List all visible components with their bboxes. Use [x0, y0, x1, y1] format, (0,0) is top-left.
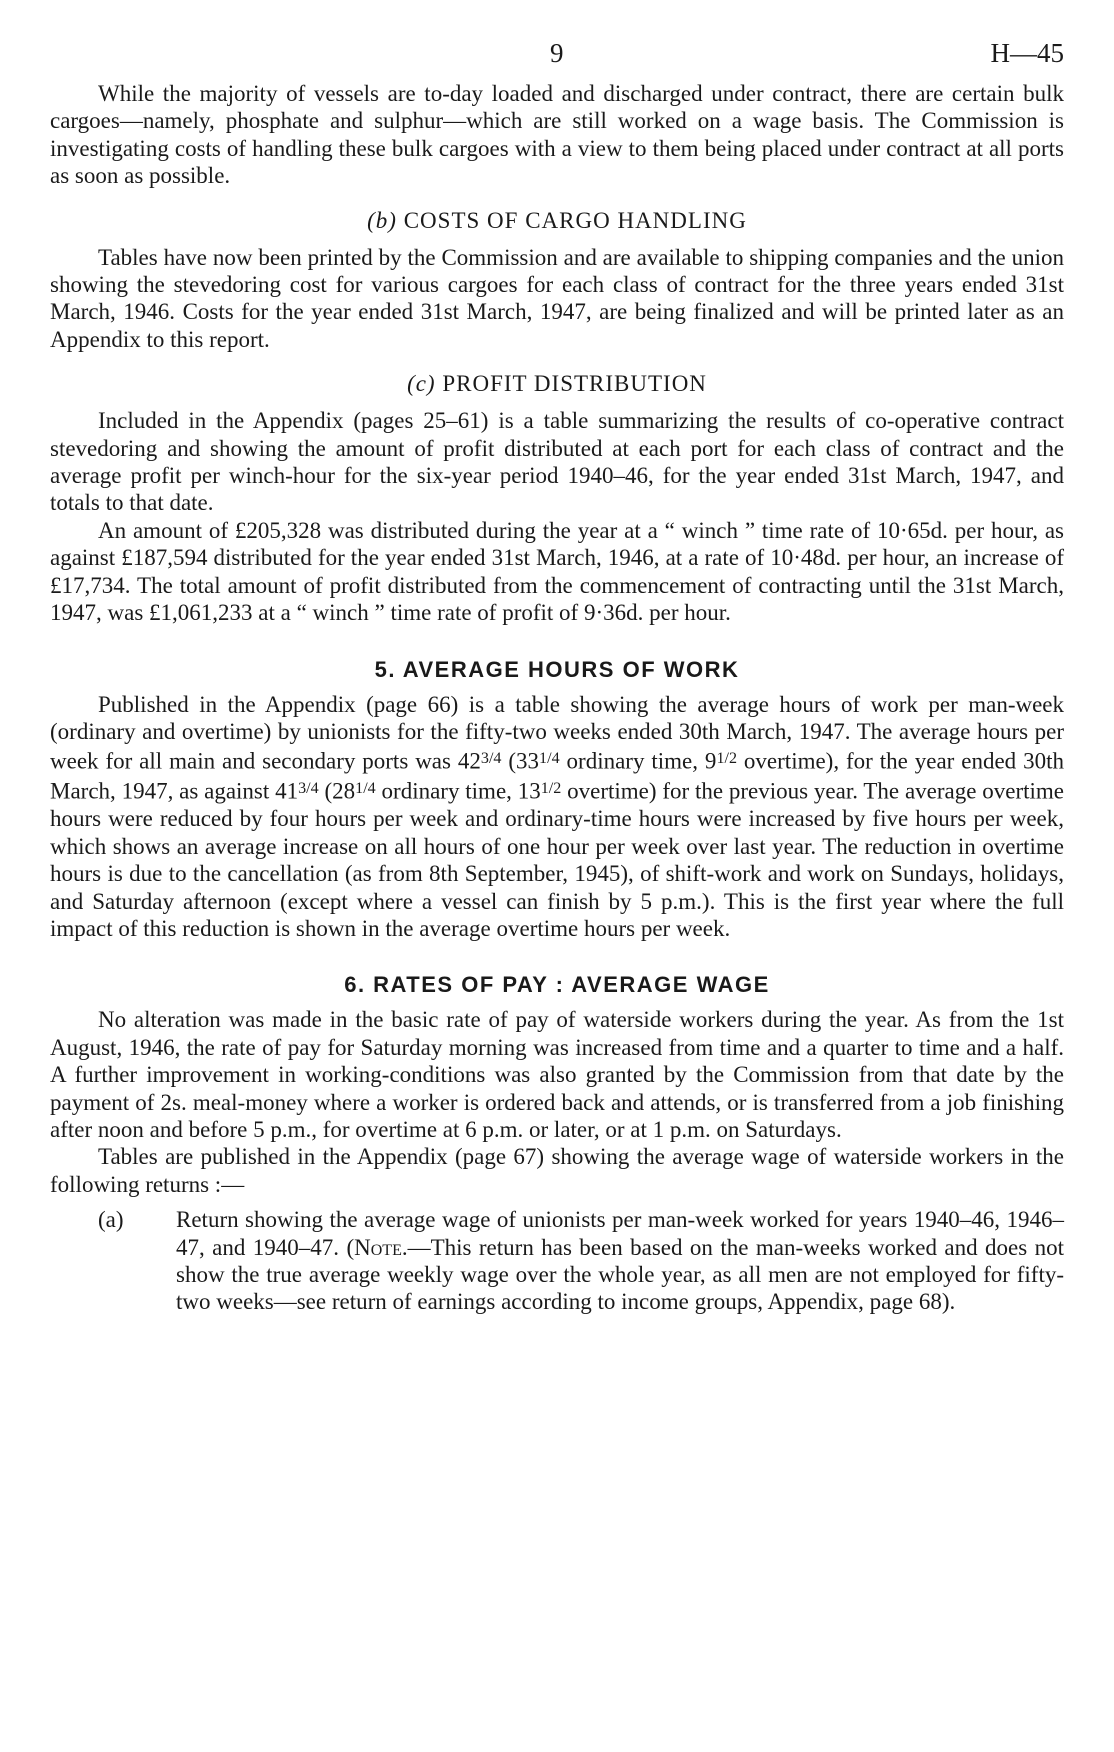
section-6-paragraph-1: No alteration was made in the basic rate of pay of waterside workers during the year. As from the 1st August, 1946, the rate of pay for Saturday morning was increased from time and a quarter to time and a half. A further improvement in working-conditions was also granted by the Commission from that date by the payment of 2s. meal-money where a worker is ordered back and attends, or is transferred from a job finishing after noon and before 5 p.m., for overtime at 6 p.m. or later, or at 1 p.m. on Saturdays. — [50, 1007, 1064, 1143]
section-5-text-a: Published in the Appendix (page 66) is a table showing the average hours of work per man-week (ordinary and overtime) by unionists for the fifty-two weeks ended 30th March, 1947. The average hours per week for all main and secondary ports was 42 — [50, 691, 1064, 774]
list-item-a-text: Return showing the average wage of unionists per man-week worked for years 1940–46, 1946–47, and 1940–47. ( — [176, 1207, 1064, 1260]
section-5-text: (33 — [501, 748, 540, 774]
section-5-paragraph — [50, 691, 1064, 943]
intro-paragraph: While the majority of vessels are to-day loaded and discharged under contract, there are certain bulk cargoes—namely, phosphate and sulphur—which are still worked on a wage basis. The Commission is investigating costs of handling these bulk cargoes with a view to them being placed under contract at all ports as soon as possible. — [50, 81, 1064, 189]
fraction: 3/4 — [298, 780, 319, 798]
fraction: 1/4 — [539, 750, 560, 768]
fraction: 1/2 — [716, 750, 738, 768]
section-c-heading — [50, 371, 1064, 397]
list-marker-a: (a) — [98, 1207, 124, 1233]
section-5-text: (28 — [318, 778, 356, 804]
fraction: 1/2 — [540, 780, 562, 798]
section-c-title: PROFIT DISTRIBUTION — [442, 371, 707, 397]
page-number: 9 — [550, 38, 564, 68]
section-b-heading — [50, 208, 1064, 234]
fraction: 1/4 — [355, 780, 376, 798]
section-c-paragraph-2: An amount of £205,328 was distributed during the year at a “ winch ” time rate of 10·65d. per hour, as against £187,594 distributed for the year ended 31st March, 1946, at a rate of 10·48d. per hour, an increase of £17,734. The total amount of profit distributed from the commencement of contracting until the 31st March, 1947, was £1,061,233 at a “ winch ” time rate of profit of 9·36d. per hour. — [50, 517, 1064, 626]
section-6-heading: 6. RATES OF PAY : AVERAGE WAGE — [344, 972, 770, 998]
section-5-text: ordinary time, 9 — [559, 748, 717, 774]
fraction: 3/4 — [480, 750, 502, 768]
section-5-text-b: overtime) for the previous year. The average overtime hours were reduced by four hours per week and ordinary-time hours were increased by five hours per week, which shows an average increase on all hours of one hour per week over last year. The reduction in overtime hours is due to the cancellation (as from 8th September, 1945), of shift-work and work on Sundays, holidays, and Saturday afternoon (except where a vessel can finish by 5 p.m.). This is the first year where the full impact of this reduction is shown in the average overtime hours per week. — [50, 778, 1064, 941]
section-6-paragraph-2: Tables are published in the Appendix (page 67) showing the average wage of waterside workers in the following returns :— — [50, 1144, 1064, 1197]
note-label: Note. — [354, 1234, 408, 1260]
section-b-paragraph: Tables have now been printed by the Commission and are available to shipping companies and the union showing the stevedoring cost for various cargoes for each class of contract for the three years ended 31st March, 1946. Costs for the year ended 31st March, 1947, are being finalized and will be printed later as an Appendix to this report. — [50, 244, 1064, 352]
list-item-a — [50, 1206, 1064, 1316]
running-header — [50, 38, 1064, 80]
section-b-letter: (b) — [367, 207, 397, 233]
section-5-text: overtime), for the year ended 30th March, 1947, as against 41 — [50, 748, 1064, 804]
section-5-heading: 5. AVERAGE HOURS OF WORK — [374, 656, 740, 682]
section-5-text: ordinary time, 13 — [375, 778, 541, 804]
section-c-paragraph-1: Included in the Appendix (pages 25–61) is a table summarizing the results of co-operative contract stevedoring and showing the amount of profit distributed at each port for each class of contract and the average profit per winch-hour for the six-year period 1940–46, for the year ended 31st March, 1947, and totals to that date. — [50, 408, 1064, 516]
section-c-letter: (c) — [407, 371, 436, 397]
section-b-title: COSTS OF CARGO HANDLING — [403, 207, 747, 233]
list-item-a-text-after: —This return has been based on the man-weeks worked and does not show the true average weekly wage over the whole year, as all men are not employed for fifty-two weeks—see return of earnings according to income groups, Appendix, page 68). — [176, 1234, 1064, 1315]
document-reference: H—45 — [990, 38, 1064, 68]
document-page — [50, 38, 1064, 1316]
